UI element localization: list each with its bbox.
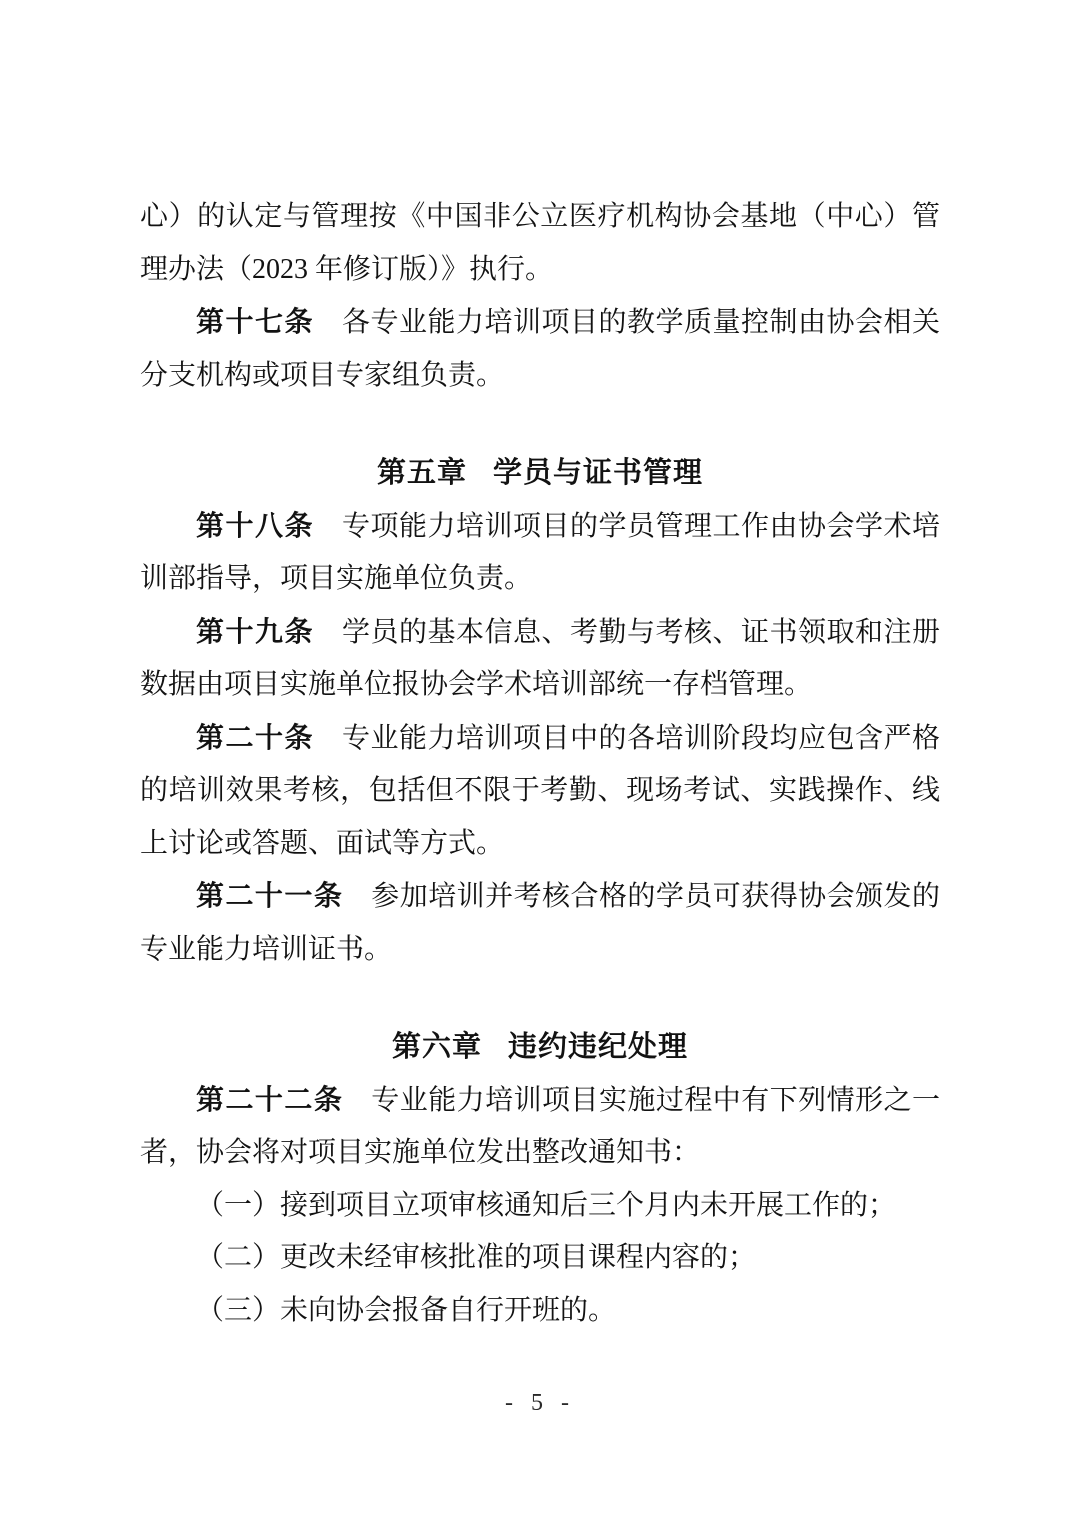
paragraph (140, 712, 940, 871)
article-number: 第十八条 (196, 509, 314, 541)
article-number: 第十七条 (196, 306, 314, 337)
chapter-heading (140, 1021, 940, 1074)
paragraph-text: （二）更改未经审核批准的项目课程内容的； (196, 1242, 757, 1273)
chapter-title: 违约违纪处理 (508, 1031, 689, 1063)
paragraph (140, 606, 940, 712)
page-footer (0, 1390, 1080, 1417)
document-body (140, 0, 940, 1337)
page-number: - 5 - (505, 1390, 575, 1416)
paragraph-text: 学员的基本信息、考勤与考核、证书领取和注册数据由项目实施单位报协会学术培训部统一存档管理。 (140, 616, 940, 700)
paragraph (140, 1074, 940, 1180)
paragraph (140, 296, 940, 402)
article-number: 第十九条 (196, 615, 314, 647)
paragraph (140, 1232, 940, 1285)
paragraph (140, 1285, 940, 1338)
paragraph-text: 心）的认定与管理按《中国非公立医疗机构协会基地（中心）管理办法（2023 年修订版）》执行。 (140, 201, 940, 285)
paragraph-text: 各专业能力培训项目的教学质量控制由协会相关分支机构或项目专家组负责。 (140, 307, 940, 391)
paragraph-text: 参加培训并考核合格的学员可获得协会颁发的专业能力培训证书。 (140, 881, 940, 965)
article-number: 第二十二条 (196, 1083, 344, 1115)
paragraph (140, 1180, 940, 1233)
paragraph-text: （三）未向协会报备自行开班的。 (196, 1294, 617, 1326)
chapter-heading (140, 447, 940, 500)
paragraph-text: 专项能力培训项目的学员管理工作由协会学术培训部指导，项目实施单位负责。 (140, 510, 940, 594)
chapter-number: 第五章 (376, 457, 467, 489)
chapter-number: 第六章 (391, 1031, 482, 1063)
paragraph (140, 191, 940, 296)
article-number: 第二十一条 (196, 880, 344, 911)
paragraph (140, 500, 940, 606)
paragraph (140, 870, 940, 976)
paragraph-text: （一）接到项目立项审核通知后三个月内未开展工作的； (196, 1189, 897, 1221)
paragraph-text: 专业能力培训项目实施过程中有下列情形之一者，协会将对项目实施单位发出整改通知书： (140, 1084, 940, 1168)
paragraph-text: 专业能力培训项目中的各培训阶段均应包含严格的培训效果考核，包括但不限于考勤、现场考试、实践操作、线上讨论或答题、面试等方式。 (140, 722, 940, 859)
article-number: 第二十条 (196, 721, 314, 753)
chapter-title: 学员与证书管理 (493, 457, 704, 489)
